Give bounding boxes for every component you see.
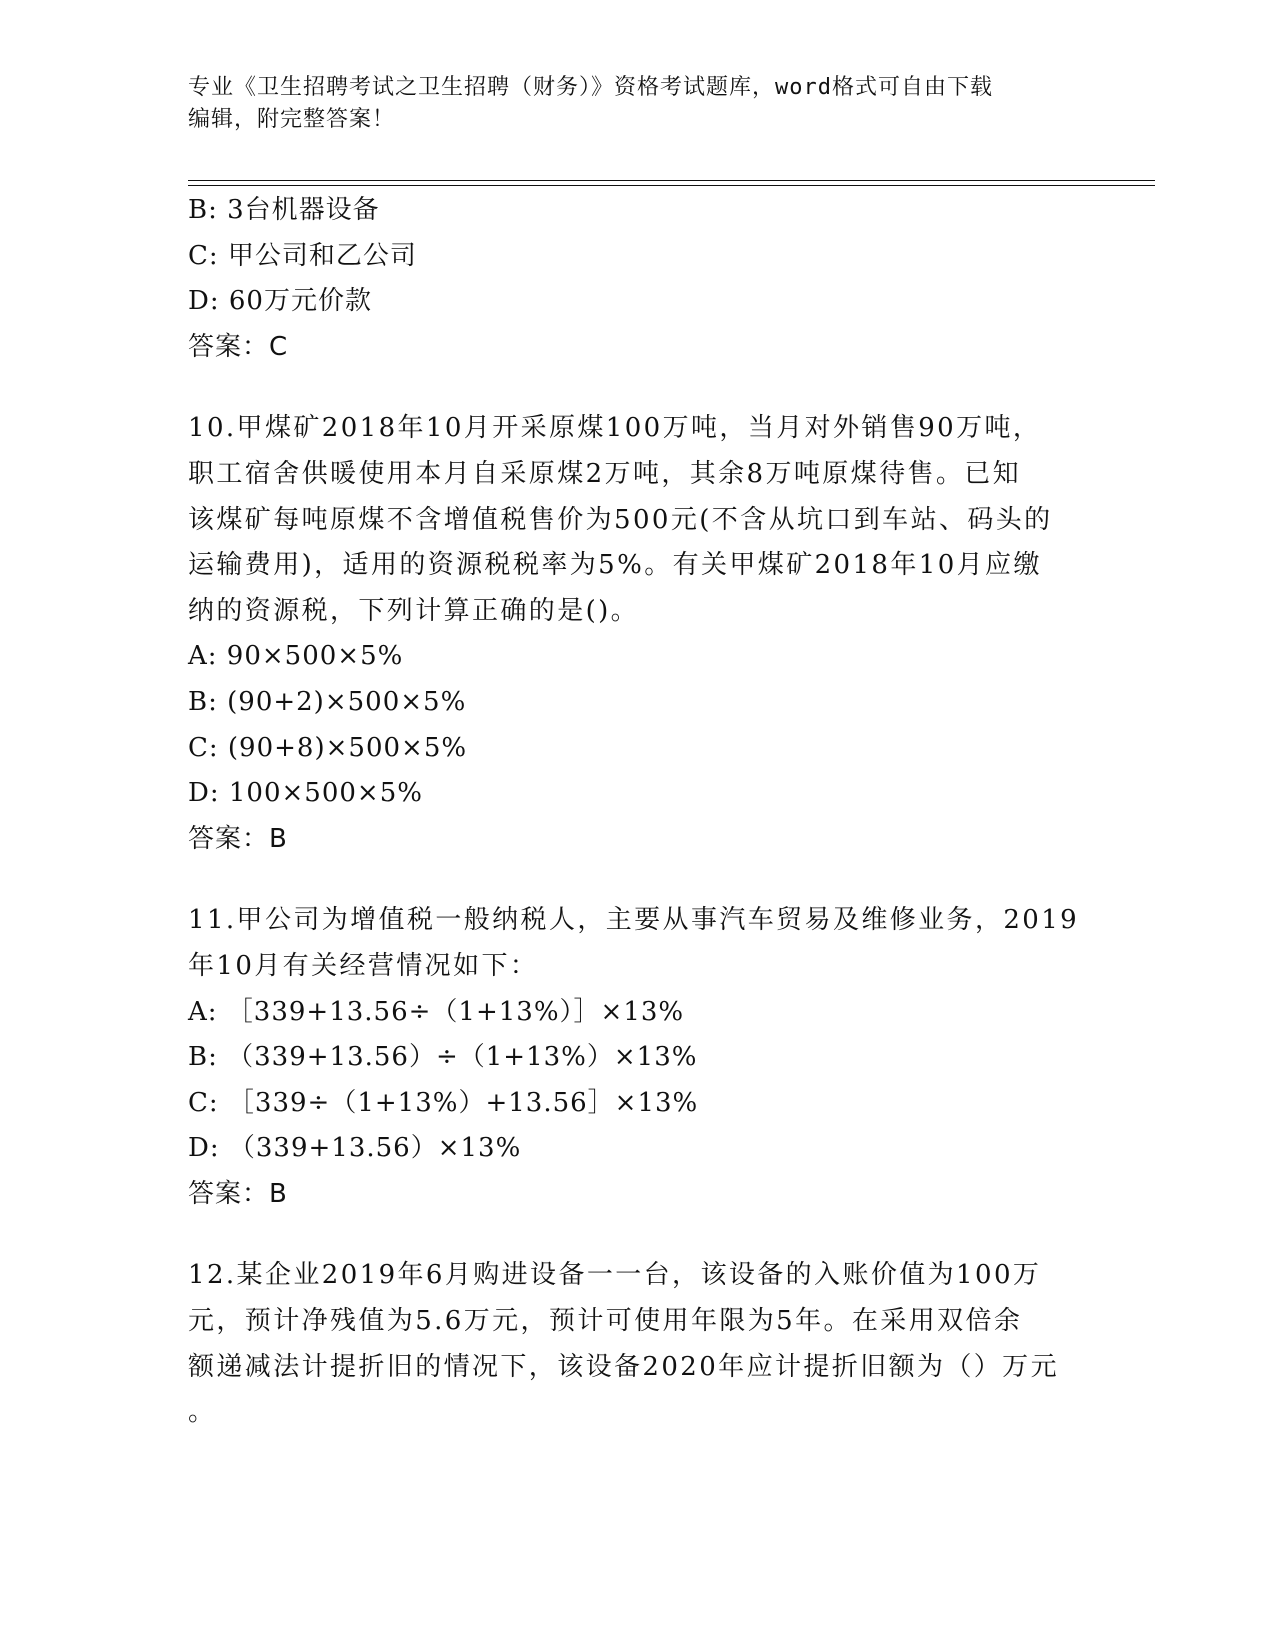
answer-line: 答案：B [188,1178,288,1209]
document-header [188,72,1088,136]
option-a: A: ［339+13.56÷（1+13%）］×13% [188,996,685,1027]
question-list [188,188,1088,1436]
option-b: B: (90+2)×500×5% [188,686,467,717]
question-11 [188,898,1088,1217]
option-c: C: ［339÷（1+13%）+13.56］×13% [188,1087,699,1118]
question-text-line: 职工宿舍供暖使用本月自采原煤2万吨，其余8万吨原煤待售。已知 [188,458,1022,489]
option-d: D: （339+13.56）×13% [188,1133,522,1164]
answer-line: 答案：B [188,823,288,854]
question-text-line: 该煤矿每吨原煤不含增值税售价为500元(不含从坑口到车站、码头的 [188,504,1053,535]
header-divider [188,185,1155,186]
option-a: A: 90×500×5% [188,641,404,672]
header-line: 专业《卫生招聘考试之卫生招聘（财务）》资格考试题库，word格式可自由下载 [188,75,993,100]
question-text-line: 11.甲公司为增值税一般纳税人，主要从事汽车贸易及维修业务，2019 [188,905,1080,936]
header-line: 编辑，附完整答案！ [188,107,396,132]
question-text-line: 。 [188,1397,217,1428]
option-b: B: （339+13.56）÷（1+13%）×13% [188,1042,698,1073]
question-text-line: 额递减法计提折旧的情况下，该设备2020年应计提折旧额为（）万元 [188,1351,1059,1382]
option-b: B: 3台机器设备 [188,195,380,225]
option-d: D: 60万元价款 [188,286,372,317]
option-d: D: 100×500×5% [188,778,423,809]
answer-line: 答案：C [188,331,289,362]
question-text-line: 年10月有关经营情况如下： [188,950,539,981]
question-10 [188,406,1088,862]
question-text-line: 12.某企业2019年6月购进设备一一台，该设备的入账价值为100万 [188,1260,1042,1291]
option-c: C: 甲公司和乙公司 [188,240,417,271]
header-divider [188,180,1155,181]
question-text-line: 纳的资源税，下列计算正确的是()。 [188,595,640,626]
question-text-line: 运输费用)，适用的资源税税率为5%。有关甲煤矿2018年10月应缴 [188,550,1042,581]
question-text-line: 10.甲煤矿2018年10月开采原煤100万吨，当月对外销售90万吨， [188,413,1042,444]
question-text-line: 元，预计净残值为5.6万元，预计可使用年限为5年。在采用双倍余 [188,1306,1023,1337]
question-9-tail [188,188,1088,370]
question-12 [188,1253,1088,1435]
option-c: C: (90+8)×500×5% [188,732,468,763]
